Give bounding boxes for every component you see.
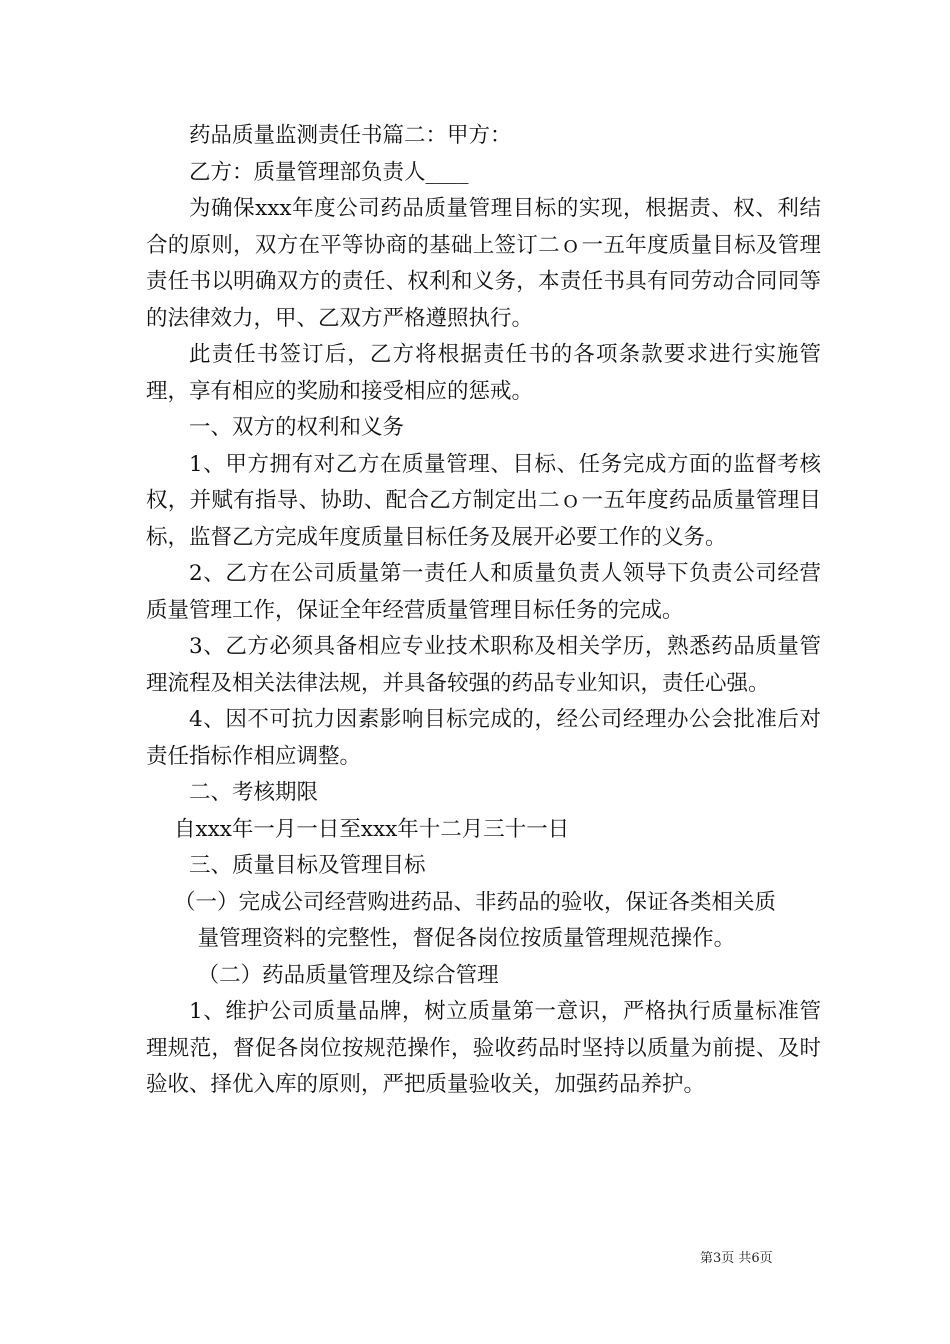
section-heading-rights: 一、双方的权利和义务 — [189, 415, 405, 440]
paragraph-item-2: 2、乙方在公司质量第一责任人和质量负责人领导下负责公司经营质量管理工作，保证全年经营质量管理目标任务的完成。 — [146, 561, 821, 623]
paragraph-goal-2: （二）药品质量管理及综合管理 — [197, 962, 499, 988]
paragraph-item-3: 3、乙方必须具备相应专业技术职称及相关学历，熟悉药品质量管理流程及相关法律法规，并具备较强的药品专业知识，责任心强。 — [146, 634, 821, 696]
section-heading-period: 二、考核期限 — [189, 780, 319, 805]
paragraph-goal-1-cont: 量管理资料的完整性，督促各岗位按质量管理规范操作。 — [197, 926, 736, 951]
section-heading-goals: 三、质量目标及管理目标 — [189, 853, 426, 878]
paragraph-purpose: 为确保xxx年度公司药品质量管理目标的实现，根据责、权、利结合的原则，双方在平等协商的基础上签订二ｏ一五年度质量目标及管理责任书以明确双方的责任、权利和义务，本责任书具有同劳动合同同等的法律效力，甲、乙双方严格遵照执行。 — [146, 196, 821, 331]
paragraph-title: 药品质量监测责任书篇二：甲方： — [189, 123, 512, 148]
document-body — [146, 118, 821, 1104]
paragraph-item-1: 1、甲方拥有对乙方在质量管理、目标、任务完成方面的监督考核权，并赋有指导、协助、配合乙方制定出二ｏ一五年度药品质量管理目标，监督乙方完成年度质量目标任务及展开必要工作的义务。 — [146, 451, 821, 550]
paragraph-item-4: 4、因不可抗力因素影响目标完成的，经公司经理办公会批准后对责任指标作相应调整。 — [146, 707, 821, 769]
page-footer: 第3页 共6页 — [700, 1251, 773, 1266]
paragraph-after-signing: 此责任书签订后，乙方将根据责任书的各项条款要求进行实施管理，享有相应的奖励和接受相应的惩戒。 — [146, 342, 821, 404]
paragraph-goal-2-item-1: 1、维护公司质量品牌，树立质量第一意识，严格执行质量标准管理规范，督促各岗位按规范操作，验收药品时坚持以质量为前提、及时验收、择优入库的原则，严把质量验收关，加强药品养护。 — [146, 999, 821, 1097]
paragraph-period: 自xxx年一月一日至xxx年十二月三十一日 — [173, 816, 570, 842]
paragraph-party-b: 乙方：质量管理部负责人____ — [189, 159, 469, 185]
paragraph-goal-1: （一）完成公司经营购进药品、非药品的验收，保证各类相关质 — [173, 889, 776, 915]
